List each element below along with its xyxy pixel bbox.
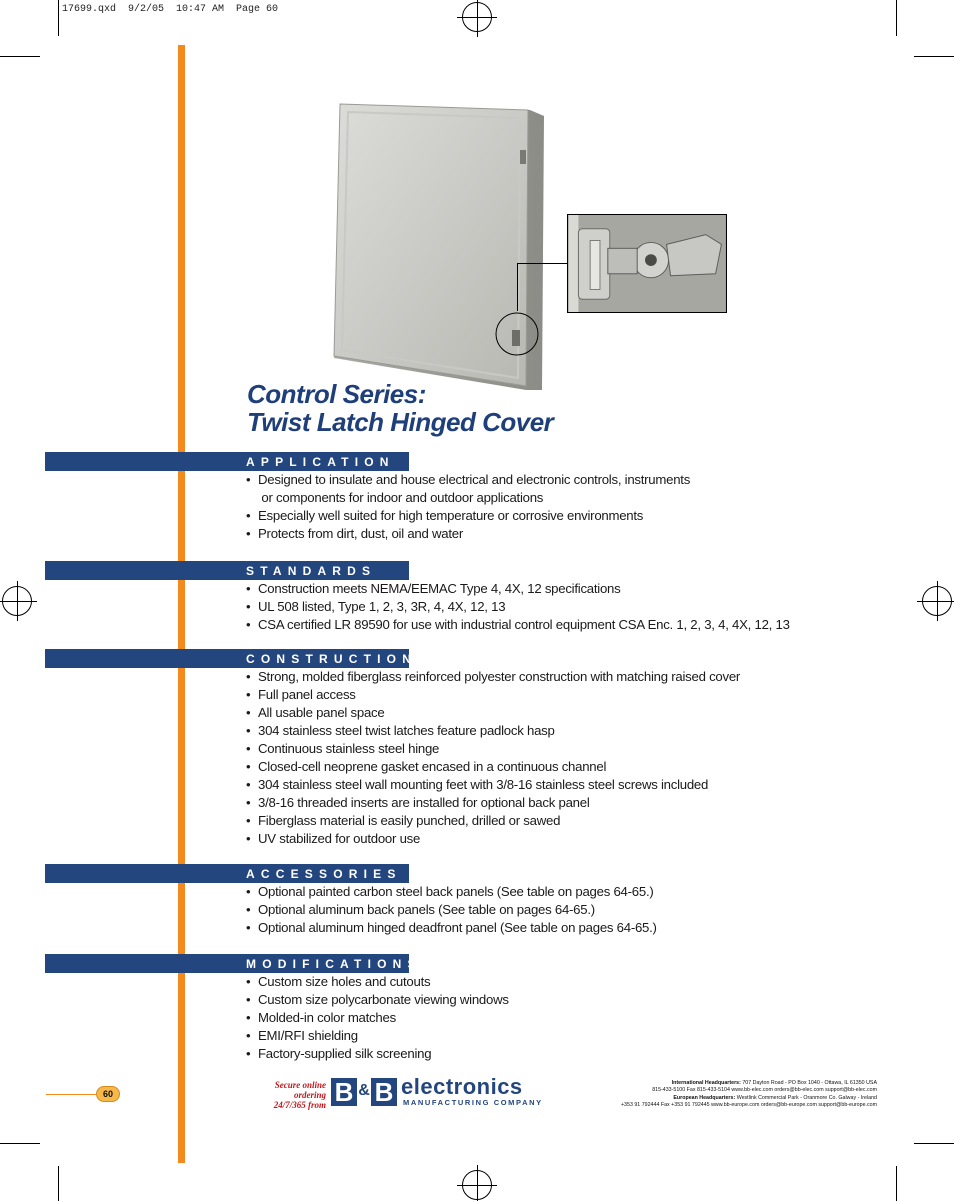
euro-hq-label: European Headquarters: xyxy=(673,1094,736,1101)
registration-mark xyxy=(922,586,952,616)
callout-circle xyxy=(494,311,540,357)
list-item: • Designed to insulate and house electrical and electronic controls, instruments or components for indoor and outdoor applications xyxy=(246,471,690,507)
modifications-list xyxy=(246,973,509,1063)
section-heading: STANDARDS xyxy=(246,564,377,578)
list-item: • Strong, molded fiberglass reinforced polyester construction with matching raised cover xyxy=(246,668,740,686)
crop-mark xyxy=(896,1166,897,1201)
section-heading: CONSTRUCTION xyxy=(246,652,418,666)
list-item: • Fiberglass material is easily punched, drilled or sawed xyxy=(246,812,740,830)
euro-hq-contact: +353 91 792444 Fax +353 91 792445 www.bb-europe.com orders@bb-europe.com support@bb-europe.com xyxy=(620,1101,877,1108)
crop-mark xyxy=(914,56,954,57)
section-header-modifications xyxy=(45,954,422,973)
list-item: • UV stabilized for outdoor use xyxy=(246,830,740,848)
logo-b-left: B xyxy=(331,1078,357,1106)
list-item: • Optional painted carbon steel back panels (See table on pages 64-65.) xyxy=(246,883,657,901)
section-header-construction xyxy=(45,649,418,668)
list-item: • Optional aluminum back panels (See table on pages 64-65.) xyxy=(246,901,657,919)
construction-list xyxy=(246,668,740,848)
page-number-rule xyxy=(46,1094,96,1095)
list-item: • Protects from dirt, dust, oil and water xyxy=(246,525,690,543)
euro-hq-address: Westlink Commercial Park - Oranmore Co. Galway - Ireland xyxy=(736,1094,877,1101)
secure-line: Secure online xyxy=(274,1080,326,1090)
euro-hq-line xyxy=(621,1095,877,1102)
list-item: • UL 508 listed, Type 1, 2, 3, 3R, 4, 4X, 12, 13 xyxy=(246,598,790,616)
intl-hq-line xyxy=(621,1080,877,1087)
logo-subtitle: MANUFACTURING COMPANY xyxy=(403,1098,543,1107)
callout-line xyxy=(517,263,567,264)
contact-block xyxy=(621,1080,877,1109)
crop-mark xyxy=(0,56,40,57)
list-item: • Full panel access xyxy=(246,686,740,704)
list-item: • Optional aluminum hinged deadfront panel (See table on pages 64-65.) xyxy=(246,919,657,937)
list-item: • Custom size polycarbonate viewing windows xyxy=(246,991,509,1009)
registration-mark xyxy=(462,2,492,32)
crop-mark xyxy=(58,0,59,36)
page-title xyxy=(247,380,553,436)
list-item: • Continuous stainless steel hinge xyxy=(246,740,740,758)
section-header-standards xyxy=(45,561,409,580)
application-list xyxy=(246,471,690,543)
section-heading: ACCESSORIES xyxy=(246,867,402,881)
section-heading: APPLICATION xyxy=(246,455,395,469)
registration-mark xyxy=(462,1170,492,1200)
list-item: • Construction meets NEMA/EEMAC Type 4, 4X, 12 specifications xyxy=(246,580,790,598)
accessories-list xyxy=(246,883,657,937)
section-heading: MODIFICATIONS xyxy=(246,957,422,971)
secure-line: 24/7/365 from xyxy=(273,1100,326,1110)
list-item: • Molded-in color matches xyxy=(246,1009,509,1027)
list-item: • Factory-supplied silk screening xyxy=(246,1045,509,1063)
crop-mark xyxy=(914,1143,954,1144)
title-line-1: Control Series: xyxy=(247,379,426,409)
secure-line: ordering xyxy=(293,1090,326,1100)
section-header-accessories xyxy=(45,864,409,883)
standards-list xyxy=(246,580,790,634)
intl-hq-address: 707 Dayton Road - PO Box 1040 - Ottawa, IL 61350 USA xyxy=(742,1080,877,1086)
logo-brand-name: electronics xyxy=(401,1074,523,1099)
intl-hq-contact: 815-433-5100 Fax 815-433-5104 www.bb-elec.com orders@bb-elec.com support@bb-elec.com xyxy=(652,1087,877,1094)
list-item: • Closed-cell neoprene gasket encased in a continuous channel xyxy=(246,758,740,776)
list-item: • Custom size holes and cutouts xyxy=(246,973,509,991)
list-item: • All usable panel space xyxy=(246,704,740,722)
logo-b-right: B xyxy=(371,1078,397,1106)
registration-mark xyxy=(2,586,32,616)
logo-ampersand: & xyxy=(358,1082,370,1099)
secure-ordering-note xyxy=(262,1080,326,1110)
title-line-2: Twist Latch Hinged Cover xyxy=(247,407,554,437)
intl-hq-label: International Headquarters: xyxy=(671,1080,741,1086)
list-item: • 3/8-16 threaded inserts are installed for optional back panel xyxy=(246,794,740,812)
list-item: • Especially well suited for high temperature or corrosive environments xyxy=(246,507,690,525)
crop-mark xyxy=(58,1166,59,1201)
latch-detail-photo xyxy=(567,214,727,313)
crop-mark xyxy=(896,0,897,36)
list-item: • CSA certified LR 89590 for use with industrial control equipment CSA Enc. 1, 2, 3, 4, 4X, 12, 13 xyxy=(246,616,790,634)
print-slug: 17699.qxd 9/2/05 10:47 AM Page 60 xyxy=(62,4,279,15)
list-item: • 304 stainless steel wall mounting feet with 3/8-16 stainless steel screws included xyxy=(246,776,740,794)
crop-mark xyxy=(0,1143,40,1144)
callout-line xyxy=(517,263,518,311)
accent-bar xyxy=(178,45,185,1163)
page-number: 60 xyxy=(96,1086,120,1102)
list-item: • EMI/RFI shielding xyxy=(246,1027,509,1045)
section-header-application xyxy=(45,452,409,471)
list-item: • 304 stainless steel twist latches feature padlock hasp xyxy=(246,722,740,740)
